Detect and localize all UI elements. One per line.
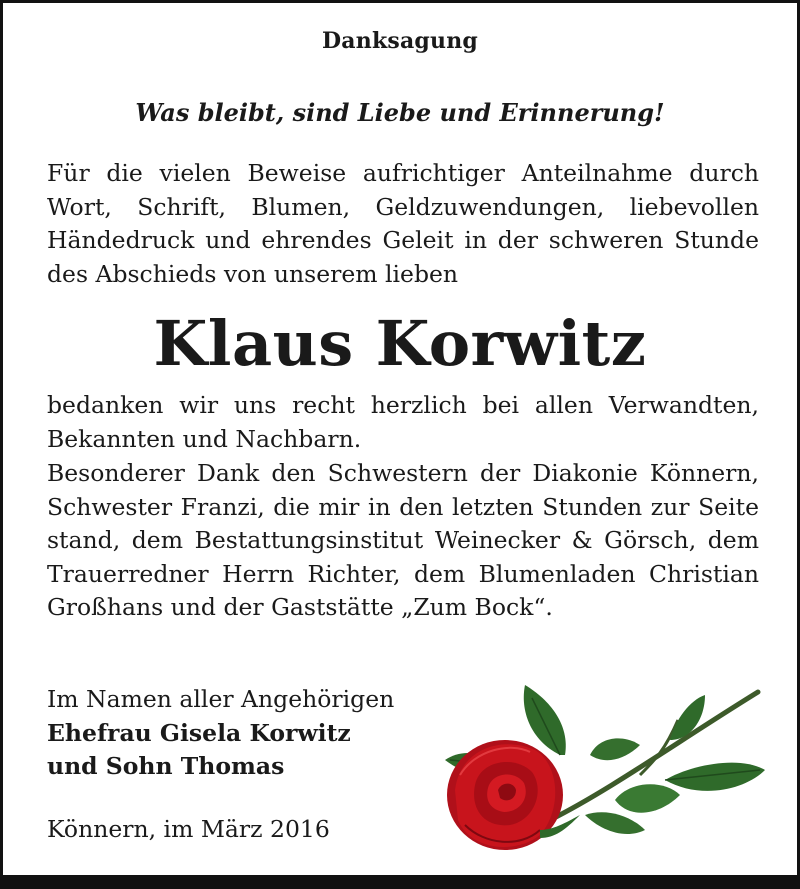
rose-icon — [440, 680, 770, 860]
notice-heading: Danksagung — [322, 28, 478, 54]
signer-son: und Sohn Thomas — [47, 752, 285, 780]
thanks-paragraph: bedanken wir uns recht herzlich bei allen Verwandten, Bekannten und Nachbarn. — [47, 391, 759, 453]
signature-block — [47, 683, 394, 784]
deceased-name: Klaus Korwitz — [153, 307, 647, 380]
intro-paragraph: Für die vielen Beweise aufrichtiger Anteilnahme durch Wort, Schrift, Blumen, Geldzuwendungen, liebevollen Händedruck und ehrendes Geleit in der schweren Stunde des Abschieds von unserem lieben — [47, 159, 759, 288]
notice-motto: Was bleibt, sind Liebe und Erinnerung! — [135, 98, 665, 127]
signature-intro: Im Namen aller Angehörigen — [47, 685, 395, 713]
place-date: Könnern, im März 2016 — [47, 815, 330, 843]
special-thanks-paragraph: Besonderer Dank den Schwestern der Diakonie Könnern, Schwester Franzi, die mir in den letzten Stunden zur Seite stand, dem Bestattungsinstitut Weinecker & Görsch, dem Trauerredner Herrn Richter, dem Blumenladen Christian Großhans und der Gaststätte „Zum Bock“. — [47, 459, 759, 621]
signer-wife: Ehefrau Gisela Korwitz — [47, 718, 351, 747]
